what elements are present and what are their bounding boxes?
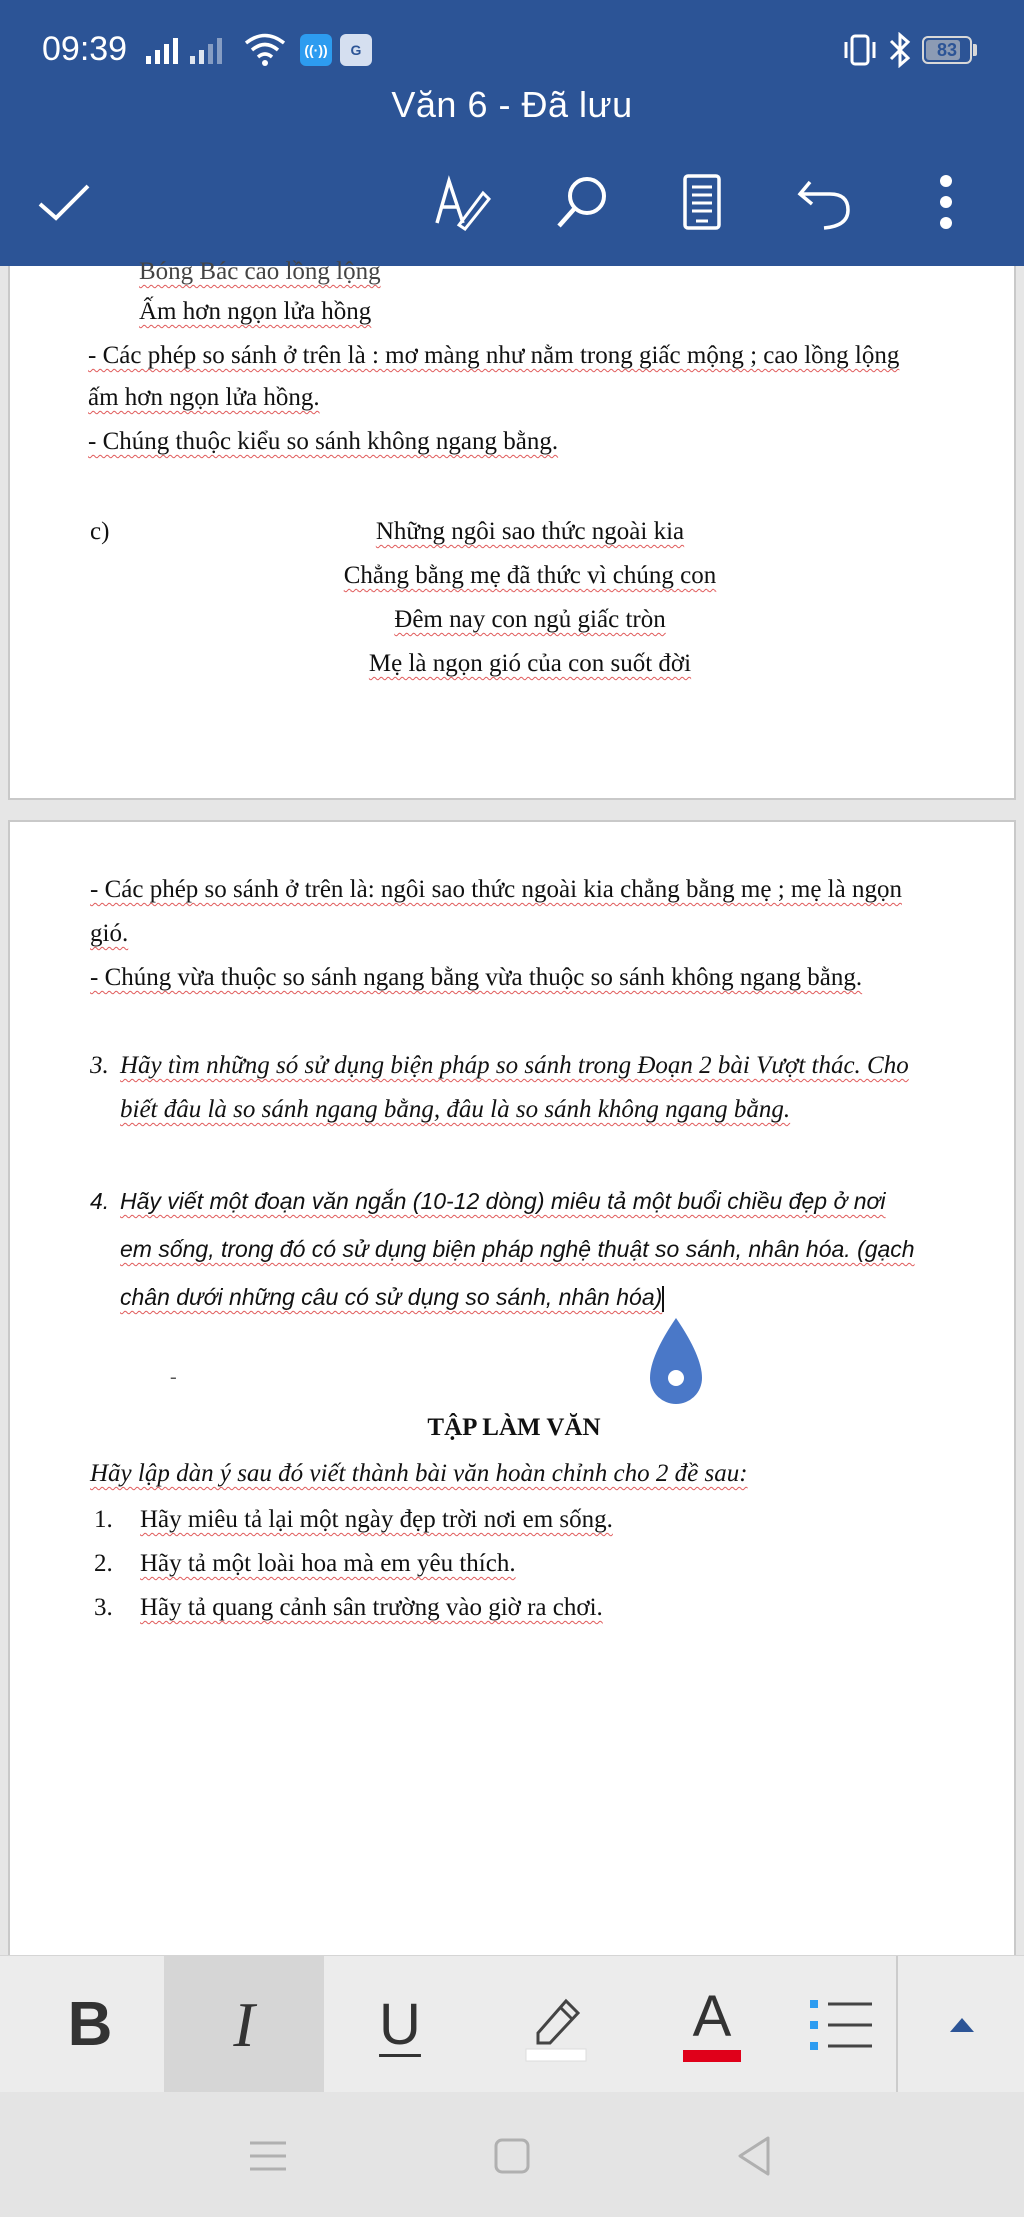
list-item: Hãy miêu tả lại một ngày đẹp trời nơi em sống. bbox=[140, 1506, 613, 1533]
document-title[interactable]: Văn 6 - Đã lưu bbox=[391, 84, 633, 125]
home-button[interactable] bbox=[482, 2126, 542, 2186]
question-line-editing[interactable] bbox=[120, 1284, 664, 1312]
question-line: biết đâu là so sánh ngang bằng, đâu là so sánh không ngang bằng. bbox=[120, 1096, 791, 1123]
list-number: 1. bbox=[94, 1506, 113, 1533]
highlight-button[interactable] bbox=[476, 1956, 636, 2093]
back-button[interactable] bbox=[724, 2126, 784, 2186]
list-item: Hãy tả quang cảnh sân trường vào giờ ra chơi. bbox=[140, 1594, 603, 1621]
poem-line: Đêm nay con ngủ giấc tròn bbox=[394, 606, 666, 633]
highlight-color-swatch bbox=[526, 2049, 586, 2061]
paragraph-line: - Các phép so sánh ở trên là : mơ màng như nằm trong giấc mộng ; cao lồng lộng bbox=[88, 342, 900, 369]
app-bar bbox=[0, 0, 1024, 266]
section-heading: TẬP LÀM VĂN bbox=[427, 1414, 601, 1441]
paragraph-line: - Chúng thuộc kiểu so sánh không ngang bằng. bbox=[88, 428, 559, 455]
menu-icon bbox=[248, 2139, 288, 2173]
question-number: 3. bbox=[90, 1052, 109, 1079]
list-item: Hãy tả một loài hoa mà em yêu thích. bbox=[140, 1550, 516, 1577]
question-line: chân dưới những câu có sử dụng so sánh, nhân hóa) bbox=[120, 1284, 663, 1310]
status-bar bbox=[0, 22, 1024, 82]
underline-button[interactable] bbox=[320, 1956, 480, 2093]
expand-toolbar-button[interactable] bbox=[920, 1956, 1004, 2093]
signal-icon bbox=[190, 36, 222, 64]
question-line: Hãy viết một đoạn văn ngắn (10-12 dòng) miêu tả một buổi chiều đẹp ở nơi bbox=[120, 1188, 886, 1214]
paragraph-line: - Các phép so sánh ở trên là: ngôi sao thức ngoài kia chẳng bằng mẹ ; mẹ là ngọn bbox=[90, 876, 902, 903]
font-color-label: A bbox=[692, 1983, 732, 2049]
draw-button[interactable] bbox=[430, 170, 494, 234]
item-label-c: c) bbox=[90, 518, 110, 545]
back-triangle-icon bbox=[734, 2134, 774, 2178]
bullet-list-icon bbox=[808, 1996, 874, 2054]
search-button[interactable] bbox=[550, 170, 614, 234]
bullet-list-button[interactable] bbox=[786, 1956, 898, 2093]
cursor-handle-icon[interactable] bbox=[648, 1316, 704, 1406]
list-number: 3. bbox=[94, 1594, 113, 1621]
search-icon bbox=[554, 174, 610, 230]
question-line: Hãy tìm những só sử dụng biện pháp so sánh trong Đoạn 2 bài Vượt thác. Cho bbox=[120, 1052, 909, 1079]
wifi-icon bbox=[244, 32, 286, 66]
bluetooth-icon bbox=[887, 32, 913, 68]
poem-line: Bóng Bác cao lồng lộng bbox=[139, 258, 381, 285]
reading-view-icon bbox=[682, 173, 722, 231]
paragraph-line: - Chúng vừa thuộc so sánh ngang bằng vừa thuộc so sánh không ngang bằng. bbox=[90, 964, 863, 991]
poem-line: Mẹ là ngọn gió của con suốt đời bbox=[368, 650, 692, 677]
done-button[interactable] bbox=[32, 170, 96, 234]
italic-label: I bbox=[233, 1988, 255, 2060]
text-cursor bbox=[662, 1286, 664, 1312]
battery-tip bbox=[973, 44, 977, 56]
bold-button[interactable] bbox=[10, 1956, 170, 2093]
battery-percent: 83 bbox=[936, 40, 958, 60]
status-time: 09:39 bbox=[42, 30, 128, 68]
recents-button[interactable] bbox=[238, 2126, 298, 2186]
format-toolbar bbox=[0, 1955, 1024, 2093]
pen-icon bbox=[433, 173, 491, 231]
document-page[interactable] bbox=[8, 820, 1016, 2020]
font-color-swatch bbox=[683, 2050, 742, 2062]
list-number: 2. bbox=[94, 1550, 113, 1577]
undo-button[interactable] bbox=[792, 170, 856, 234]
vibrate-icon bbox=[840, 34, 880, 66]
poem-line: Ấm hơn ngọn lửa hồng bbox=[139, 298, 372, 325]
stray-dash: - bbox=[170, 1366, 177, 1388]
battery-icon bbox=[922, 36, 972, 64]
highlighter-icon bbox=[516, 1985, 596, 2065]
check-icon bbox=[36, 180, 92, 224]
poem-line: Chẳng bằng mẹ đã thức vì chúng con bbox=[343, 562, 717, 589]
more-vertical-icon bbox=[936, 174, 956, 230]
home-square-icon bbox=[492, 2136, 532, 2176]
font-color-button[interactable] bbox=[632, 1956, 792, 2093]
paragraph-line: ấm hơn ngọn lửa hồng. bbox=[88, 384, 320, 411]
paragraph-line: gió. bbox=[90, 920, 129, 947]
caret-up-icon bbox=[948, 2016, 976, 2034]
notification-app-icon: ((·)) bbox=[300, 34, 332, 66]
instruction-line: Hãy lập dàn ý sau đó viết thành bài văn hoàn chỉnh cho 2 đề sau: bbox=[90, 1460, 748, 1487]
italic-button[interactable] bbox=[164, 1956, 324, 2093]
poem-line: Những ngôi sao thức ngoài kia bbox=[375, 518, 685, 545]
system-navigation-bar bbox=[0, 2092, 1024, 2217]
bold-label: B bbox=[67, 1990, 113, 2059]
signal-icon bbox=[146, 36, 178, 64]
more-options-button[interactable] bbox=[914, 170, 978, 234]
question-number: 4. bbox=[90, 1188, 110, 1214]
undo-icon bbox=[796, 174, 852, 230]
document-page[interactable] bbox=[8, 258, 1016, 800]
question-line: em sống, trong đó có sử dụng biện pháp nghệ thuật so sánh, nhân hóa. (gạch bbox=[120, 1236, 915, 1262]
reading-view-button[interactable] bbox=[670, 170, 734, 234]
translate-app-icon: G bbox=[340, 34, 372, 66]
underline-label: U bbox=[379, 1992, 421, 2057]
